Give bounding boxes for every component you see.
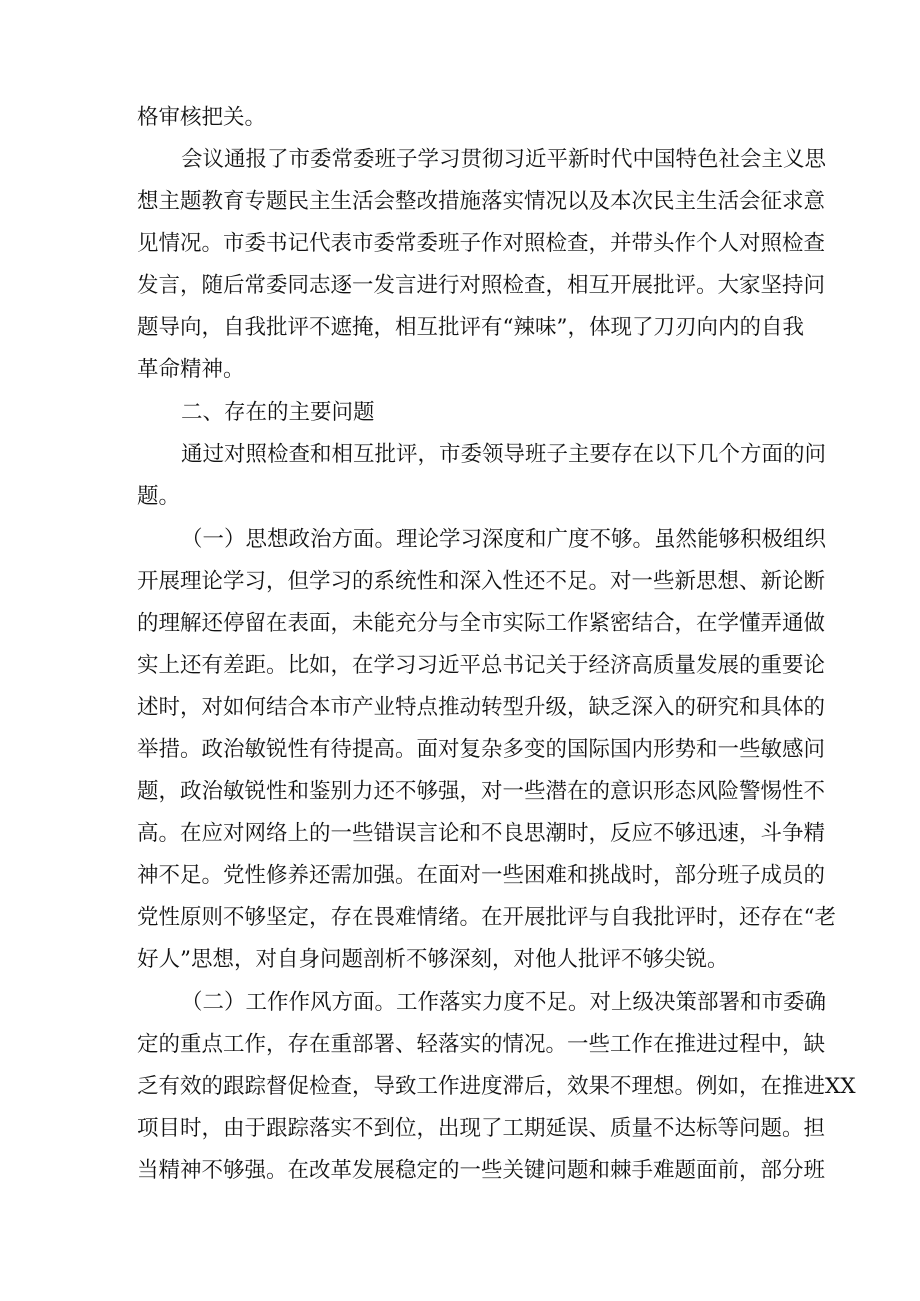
text-line: 革命精神。	[137, 357, 245, 382]
text-line: 会议通报了市委常委班子学习贯彻习近平新时代中国特色社会主义思	[181, 147, 827, 172]
text-line: 当精神不够强。在改革发展稳定的一些关键问题和棘手难题面前，部分班	[137, 1158, 826, 1183]
text-line: （一）思想政治方面。理论学习深度和广度不够。虽然能够积极组织	[181, 527, 827, 552]
text-line: 想主题教育专题民主生活会整改措施落实情况以及本次民主生活会征求意	[137, 189, 826, 214]
text-line: 题导向，自我批评不遮掩，相互批评有“辣味”，体现了刀刃向内的自我	[137, 315, 804, 340]
text-line: 实上还有差距。比如，在学习习近平总书记关于经济高质量发展的重要论	[137, 653, 826, 678]
text-line: 发言，随后常委同志逐一发言进行对照检查，相互开展批评。大家坚持问	[137, 273, 826, 298]
text-line: 乏有效的跟踪督促检查，导致工作进度滞后，效果不理想。例如，在推进XX	[137, 1074, 856, 1099]
text-line: 通过对照检查和相互批评，市委领导班子主要存在以下几个方面的问	[181, 442, 827, 467]
text-line: 神不足。党性修养还需加强。在面对一些困难和挑战时，部分班子成员的	[137, 863, 826, 888]
text-line: 项目时，由于跟踪落实不到位，出现了工期延误、质量不达标等问题。担	[137, 1116, 826, 1141]
section-heading: 二、存在的主要问题	[181, 400, 375, 425]
text-line: 党性原则不够坚定，存在畏难情绪。在开展批评与自我批评时，还存在“老	[137, 905, 836, 930]
text-line: 述时，对如何结合本市产业特点推动转型升级，缺乏深入的研究和具体的	[137, 695, 826, 720]
text-line: 的理解还停留在表面，未能充分与全市实际工作紧密结合，在学懂弄通做	[137, 611, 826, 636]
text-line: 格审核把关。	[137, 105, 267, 130]
text-line: 题。	[137, 484, 181, 509]
text-line: （二）工作作风方面。工作落实力度不足。对上级决策部署和市委确	[181, 990, 827, 1015]
text-line: 好人”思想，对自身问题剖析不够深刻，对他人批评不够尖锐。	[137, 947, 729, 972]
text-line: 题，政治敏锐性和鉴别力还不够强，对一些潜在的意识形态风险警惕性不	[137, 779, 826, 804]
text-line: 见情况。市委书记代表市委常委班子作对照检查，并带头作个人对照检查	[137, 231, 826, 256]
text-line: 高。在应对网络上的一些错误言论和不良思潮时，反应不够迅速，斗争精	[137, 821, 826, 846]
text-line: 定的重点工作，存在重部署、轻落实的情况。一些工作在推进过程中，缺	[137, 1032, 826, 1057]
text-line: 举措。政治敏锐性有待提高。面对复杂多变的国际国内形势和一些敏感问	[137, 737, 826, 762]
text-line: 开展理论学习，但学习的系统性和深入性还不足。对一些新思想、新论断	[137, 569, 826, 594]
